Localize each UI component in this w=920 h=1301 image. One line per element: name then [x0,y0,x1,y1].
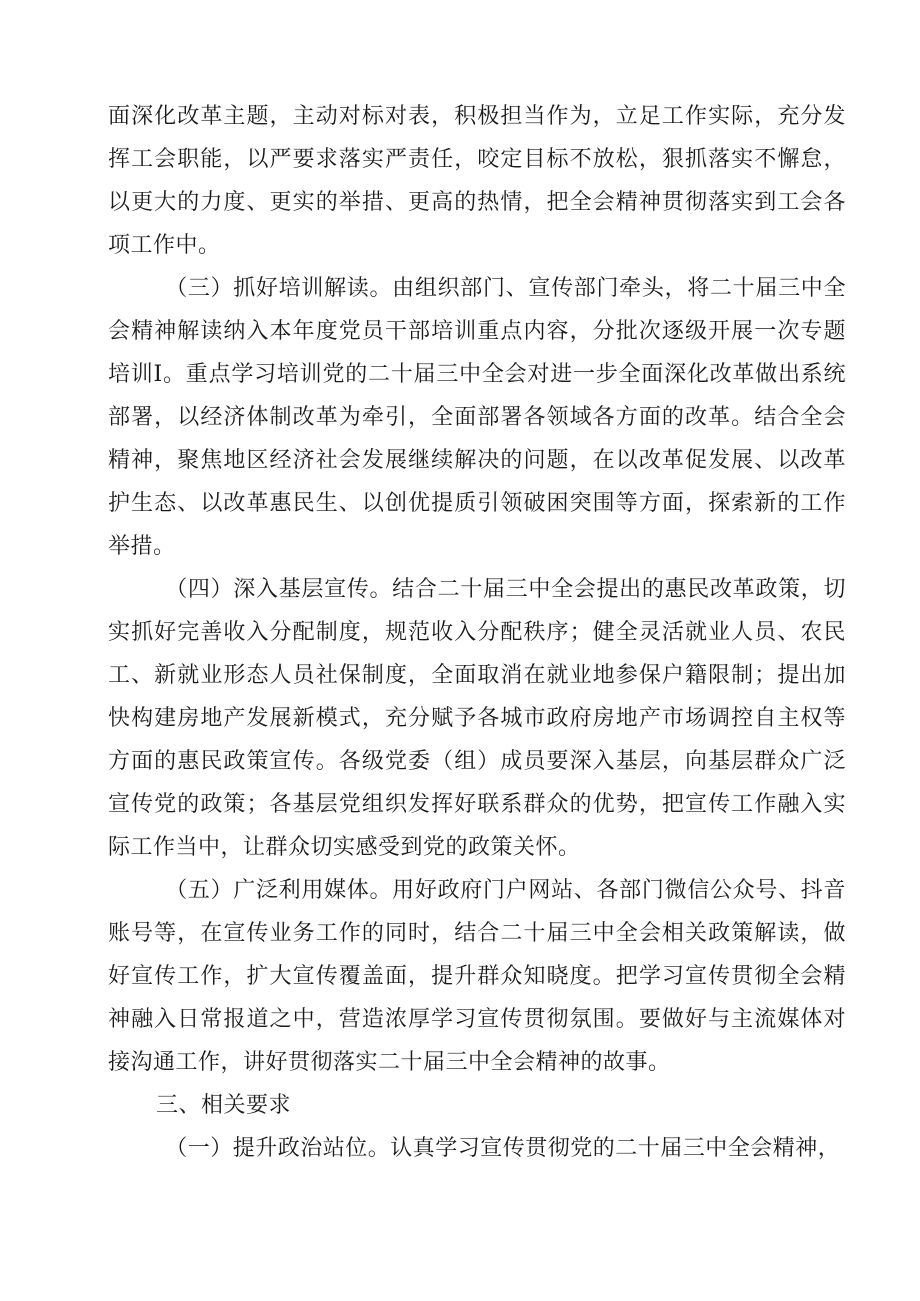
paragraph-grassroots: （四）深入基层宣传。结合二十届三中全会提出的惠民改革政策，切实抓好完善收入分配制度，规范收入分配秩序；健全灵活就业人员、农民工、新就业形态人员社保制度，全面取消在就业地参保户籍限制；提出加快构建房地产发展新模式，充分赋予各城市政府房地产市场调控自主权等方面的惠民政策宣传。各级党委（组）成员要深入基层，向基层群众广泛宣传党的政策；各基层党组织发挥好联系群众的优势，把宣传工作融入实际工作当中，让群众切实感受到党的政策关怀。 [108,577,846,860]
paragraph-continuation: 面深化改革主题，主动对标对表，积极担当作为，立足工作实际，充分发挥工会职能，以严要求落实严责任，咬定目标不放松，狠抓落实不懈怠，以更大的力度、更实的举措、更高的热情，把全会精神贯彻落实到工会各项工作中。 [108,104,846,258]
paragraph-media: （五）广泛利用媒体。用好政府门户网站、各部门微信公众号、抖音账号等，在宣传业务工作的同时，结合二十届三中全会相关政策解读，做好宣传工作，扩大宣传覆盖面，提升群众知晓度。把学习宣传贯彻全会精神融入日常报道之中，营造浓厚学习宣传贯彻氛围。要做好与主流媒体对接沟通工作，讲好贯彻落实二十届三中全会精神的故事。 [108,878,846,1075]
paragraph-training: （三）抓好培训解读。由组织部门、宣传部门牵头，将二十届三中全会精神解读纳入本年度党员干部培训重点内容，分批次逐级开展一次专题培训I。重点学习培训党的二十届三中全会对进一步全面深化改革做出系统部署，以经济体制改革为牵引，全面部署各领域各方面的改革。结合全会精神，聚焦地区经济社会发展继续解决的问题，在以改革促发展、以改革护生态、以改革惠民生、以创优提质引领破困突围等方面，探索新的工作举措。 [108,276,846,559]
section-heading: 三、相关要求 [156,1093,292,1118]
paragraph-political: （一）提升政治站位。认真学习宣传贯彻党的二十届三中全会精神， [165,1136,841,1161]
document-body [108,95,846,1170]
